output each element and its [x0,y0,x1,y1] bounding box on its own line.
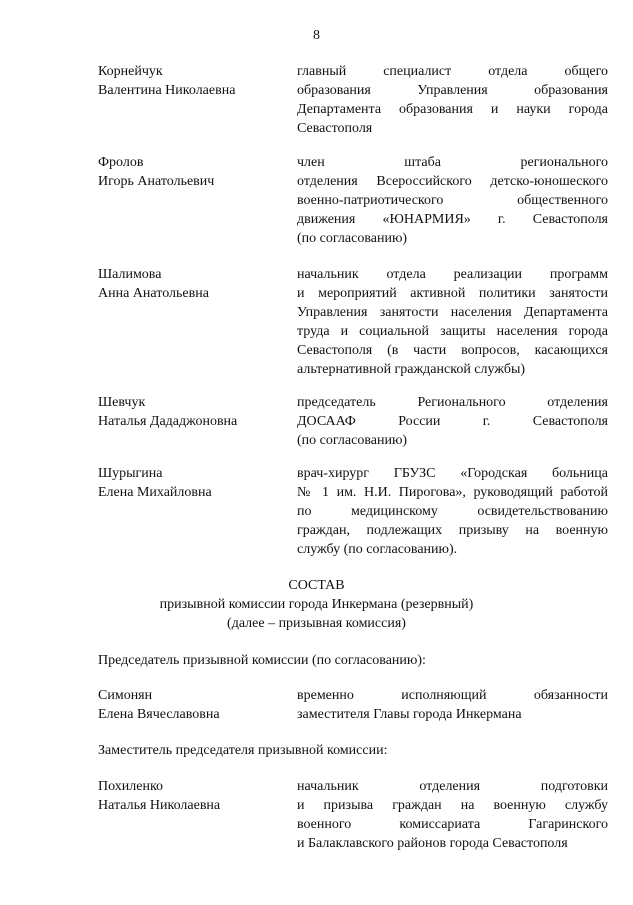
member-name [98,393,283,431]
member-given-names: Игорь Анатольевич [98,174,215,189]
role-line: член штаба регионального [297,155,608,170]
member-role [297,777,608,853]
member-role [297,686,608,724]
role-line: военного комиссариата Гагаринского [297,817,608,832]
deputy-label: Заместитель председателя призывной комиссии: [98,743,388,758]
role-line: главный специалист отдела общего [297,64,608,79]
section-subtitle: призывной комиссии города Инкермана (резервный) [159,597,474,612]
member-surname: Похиленко [98,779,164,794]
section-heading [0,576,633,633]
member-role [297,153,608,248]
member-given-names: Анна Анатольевна [98,286,209,301]
role-line: (по согласованию) [297,231,408,246]
member-role [297,393,608,450]
member-name [98,62,283,100]
section-title: СОСТАВ [288,578,345,593]
member-surname: Шалимова [98,267,162,282]
member-name [98,464,283,502]
member-name [98,686,283,724]
role-line: отделения Всероссийского детско-юношеского [297,174,608,189]
member-name [98,777,283,815]
member-surname: Шевчук [98,395,146,410]
member-given-names: Наталья Дададжоновна [98,414,238,429]
member-surname: Корнейчук [98,64,163,79]
role-line: Департамента образования и науки города [297,102,608,117]
member-given-names: Валентина Николаевна [98,83,236,98]
role-line: заместителя Главы города Инкермана [297,707,522,722]
member-surname: Фролов [98,155,144,170]
member-given-names: Елена Михайловна [98,485,212,500]
member-name [98,265,283,303]
role-line: и мероприятий активной политики занятости [297,286,608,301]
role-line: движения «ЮНАРМИЯ» г. Севастополя [297,212,608,227]
section-note: (далее – призывная комиссия) [227,616,406,631]
role-line: № 1 им. Н.И. Пирогова», руководящий работой [297,485,608,500]
role-line: ДОСААФ России г. Севастополя [297,414,608,429]
role-line: и призыва граждан на военную службу [297,798,608,813]
role-line: Севастополя [297,121,373,136]
member-role [297,62,608,138]
role-line: (по согласованию) [297,433,408,448]
chair-label: Председатель призывной комиссии (по согласованию): [98,653,426,668]
role-line: начальник отдела реализации программ [297,267,608,282]
member-given-names: Елена Вячеславовна [98,707,220,722]
member-role [297,265,608,379]
role-line: образования Управления образования [297,83,608,98]
role-line: временно исполняющий обязанности [297,688,608,703]
role-line: службу (по согласованию). [297,542,458,557]
role-line: по медицинскому освидетельствованию [297,504,608,519]
member-role [297,464,608,559]
member-surname: Шурыгина [98,466,163,481]
role-line: Управления занятости населения Департамента [297,305,608,320]
member-given-names: Наталья Николаевна [98,798,221,813]
role-line: граждан, подлежащих призыву на военную [297,523,608,538]
role-line: председатель Регионального отделения [297,395,608,410]
role-line: и Балаклавского районов города Севастополя [297,836,568,851]
member-name [98,153,283,191]
role-line: Севастополя (в части вопросов, касающихся [297,343,608,358]
member-surname: Симонян [98,688,153,703]
role-line: альтернативной гражданской службы) [297,362,526,377]
page-number: 8 [313,28,320,43]
role-line: военно-патриотического общественного [297,193,608,208]
role-line: врач-хирург ГБУЗС «Городская больница [297,466,608,481]
role-line: труда и социальной защиты населения города [297,324,608,339]
role-line: начальник отделения подготовки [297,779,608,794]
